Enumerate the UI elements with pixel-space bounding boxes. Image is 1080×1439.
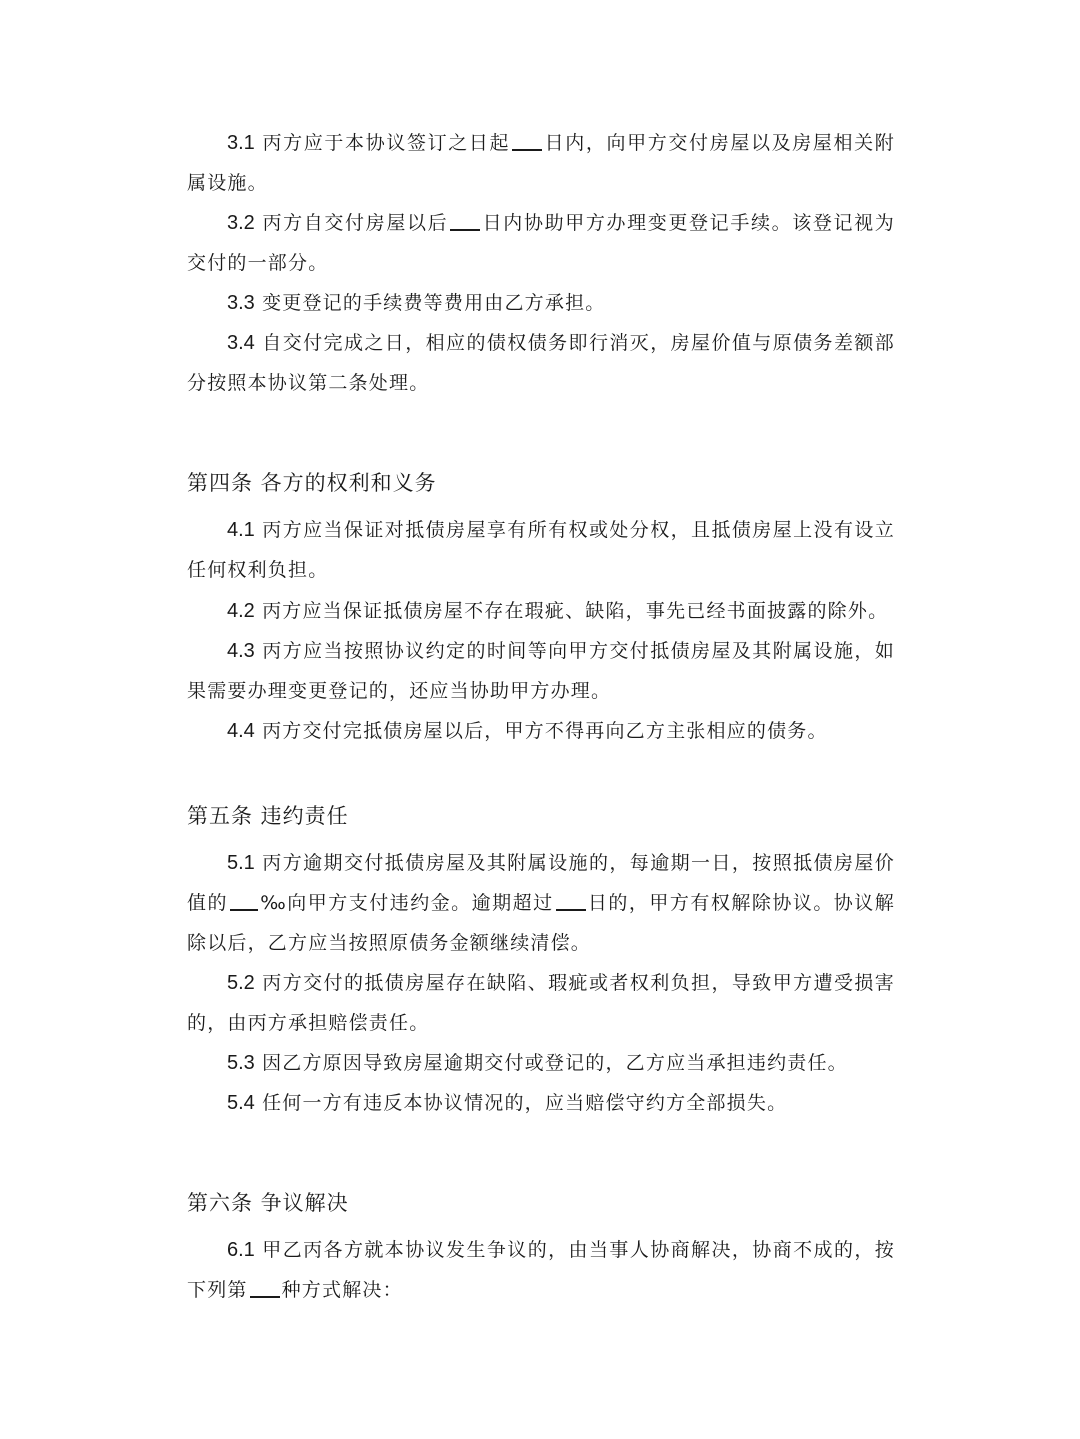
clause-5-1: 5.1 丙方逾期交付抵债房屋及其附属设施的，每逾期一日，按照抵债房屋价值的 ‰向甲方支付违约金。逾期超过 日的，甲方有权解除协议。协议解除以后，乙方应当按照原债务金额继续清偿。 [187,852,896,954]
clause-4-4: 4.4 丙方交付完抵债房屋以后，甲方不得再向乙方主张相应的债务。 [227,720,828,742]
clause-3-1: 3.1 丙方应于本协议签订之日起 日内，向甲方交付房屋以及房屋相关附属设施。 [187,123,895,203]
clause-5-4: 5.4 任何一方有违反本协议情况的，应当赔偿守约方全部损失。 [227,1092,788,1114]
fill-blank [512,129,542,151]
clause-3-3: 3.3 变更登记的手续费等费用由乙方承担。 [227,292,606,314]
clause-3-2: 3.2 丙方自交付房屋以后 日内协助甲方办理变更登记手续。该登记视为交付的一部分。 [187,203,895,283]
clause-3-4: 3.4 自交付完成之日，相应的债权债务即行消灭，房屋价值与原债务差额部分按照本协议第二条处理。 [187,332,896,394]
section-6-heading: 第六条 争议解决 [187,1191,349,1215]
clause-6-1: 6.1 甲乙丙各方就本协议发生争议的，由当事人协商解决，协商不成的，按下列第 种方式解决： [187,1239,896,1301]
clause-4-1: 4.1 丙方应当保证对抵债房屋享有所有权或处分权，且抵债房屋上没有设立任何权利负担。 [187,519,896,581]
clause-4-2: 4.2 丙方应当保证抵债房屋不存在瑕疵、缺陷，事先已经书面披露的除外。 [227,600,889,622]
clause-5-2: 5.2 丙方交付的抵债房屋存在缺陷、瑕疵或者权利负担，导致甲方遭受损害的，由丙方承担赔偿责任。 [187,972,896,1034]
clause-5-3: 5.3 因乙方原因导致房屋逾期交付或登记的，乙方应当承担违约责任。 [227,1052,848,1074]
section-4-heading: 第四条 各方的权利和义务 [187,471,437,495]
clause-4-3: 4.3 丙方应当按照协议约定的时间等向甲方交付抵债房屋及其附属设施，如果需要办理变更登记的，还应当协助甲方办理。 [187,640,896,702]
fill-blank [556,889,586,911]
section-5-heading: 第五条 违约责任 [187,804,349,828]
fill-blank [250,1276,280,1298]
fill-blank [450,209,480,231]
fill-blank [230,889,258,911]
